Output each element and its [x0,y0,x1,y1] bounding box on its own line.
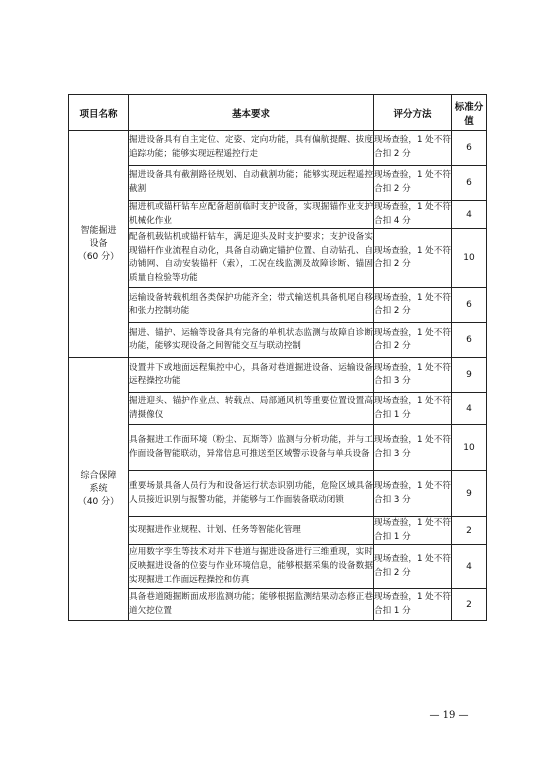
requirement-cell: 掘进设备具有自主定位、定姿、定向功能，具有偏航提醒、拔度追踪功能；能够实现远程遥控行走 [129,131,374,166]
table-row [69,589,487,621]
score-cell: 4 [452,201,487,229]
scoring-method-cell: 现场查验，1 处不符合扣 1 分 [374,393,452,425]
scoring-method-cell: 现场查验，1 处不符合扣 4 分 [374,201,452,229]
page-number: — 19 — [429,710,469,721]
requirement-cell: 掘进机或锚杆钻车应配备超前临时支护设备，实现掘锚作业支护机械化作业 [129,201,374,229]
score-cell: 10 [452,425,487,471]
scoring-method-cell: 现场查验，1 处不符合扣 2 分 [374,131,452,166]
scoring-method-cell: 现场查验，1 处不符合扣 2 分 [374,545,452,589]
table-header-row [69,95,487,131]
score-cell: 2 [452,589,487,621]
category-cell [69,358,129,621]
category-name-line: 设备 [89,238,108,249]
scoring-method-cell: 现场查验，1 处不符合扣 1 分 [374,517,452,545]
score-cell: 9 [452,358,487,393]
table-row [69,288,487,323]
category-name-line: （60 分） [77,251,120,262]
requirement-cell: 掘进设备具有截割路径规划、自动截割功能；能够实现远程遥控截割 [129,166,374,201]
score-cell: 9 [452,471,487,517]
table-body [69,131,487,621]
header-scoring-method: 评分方法 [374,95,452,131]
table-row [69,425,487,471]
scoring-method-cell: 现场查验，1 处不符合扣 3 分 [374,471,452,517]
requirement-cell: 具备掘进工作面环境（粉尘、瓦斯等）监测与分析功能，并与工作面设备智能联动，异常信息可推送至区域警示设备与单兵设备 [129,425,374,471]
score-cell: 10 [452,229,487,288]
table-row [69,545,487,589]
score-cell: 6 [452,323,487,358]
score-cell: 2 [452,517,487,545]
scoring-method-cell: 现场查验，1 处不符合扣 2 分 [374,229,452,288]
table-row [69,166,487,201]
table-row [69,201,487,229]
requirement-cell: 重要场景具备人员行为和设备运行状态识别功能，危险区域具备人员接近识别与报警功能，并能够与工作面装备联动闭锁 [129,471,374,517]
table-row [69,393,487,425]
table-row [69,229,487,288]
table-row [69,471,487,517]
table-row [69,358,487,393]
header-item-name: 项目名称 [69,95,129,131]
requirement-cell: 掘进、锚护、运输等设备具有完备的单机状态监测与故障自诊断功能，能够实现设备之间智能交互与联动控制 [129,323,374,358]
scoring-method-cell: 现场查验，1 处不符合扣 3 分 [374,358,452,393]
requirement-cell: 设置井下或地面远程集控中心，具备对巷道掘进设备、运输设备远程操控功能 [129,358,374,393]
score-cell: 6 [452,288,487,323]
scoring-method-cell: 现场查验，1 处不符合扣 2 分 [374,288,452,323]
category-name-line: 智能掘进 [80,225,117,236]
requirement-cell: 掘进迎头、锚护作业点、转载点、局部通风机等重要位置设置高清摄像仪 [129,393,374,425]
requirement-cell: 运输设备转载机组各类保护功能齐全；带式输送机具备机尾自移和张力控制功能 [129,288,374,323]
score-cell: 4 [452,545,487,589]
scoring-method-cell: 现场查验，1 处不符合扣 2 分 [374,323,452,358]
category-name-line: 综合保障 [80,470,117,481]
category-cell [69,131,129,358]
header-basic-requirement: 基本要求 [129,95,374,131]
scoring-method-cell: 现场查验，1 处不符合扣 2 分 [374,166,452,201]
requirement-cell: 配备机载钻机或锚杆钻车，满足迎头及时支护要求；支护设备实现锚杆作业流程自动化，具备自动确定锚护位置、自动钻孔、自动铺网、自动安装锚杆（索），工况在线监测及故障诊断、锚固质量自检验等功能 [129,229,374,288]
scoring-method-cell: 现场查验，1 处不符合扣 1 分 [374,589,452,621]
score-cell: 6 [452,131,487,166]
requirement-cell: 实现掘进作业规程、计划、任务等智能化管理 [129,517,374,545]
requirement-cell: 具备巷道随掘断面成形监测功能；能够根据监测结果动态修正巷道欠挖位置 [129,589,374,621]
table-row [69,517,487,545]
table-row [69,323,487,358]
header-standard-score: 标准分值 [452,95,487,131]
scoring-method-cell: 现场查验，1 处不符合扣 3 分 [374,425,452,471]
requirement-cell: 应用数字孪生等技术对井下巷道与掘进设备进行三维重现，实时反映掘进设备的位姿与作业环境信息，能够根据采集的设备数据实现掘进工作面远程操控和仿真 [129,545,374,589]
category-name-line: （40 分） [77,496,120,507]
category-name-line: 系统 [89,483,108,494]
scoring-table [68,94,487,621]
table-row [69,131,487,166]
score-cell: 6 [452,166,487,201]
score-cell: 4 [452,393,487,425]
